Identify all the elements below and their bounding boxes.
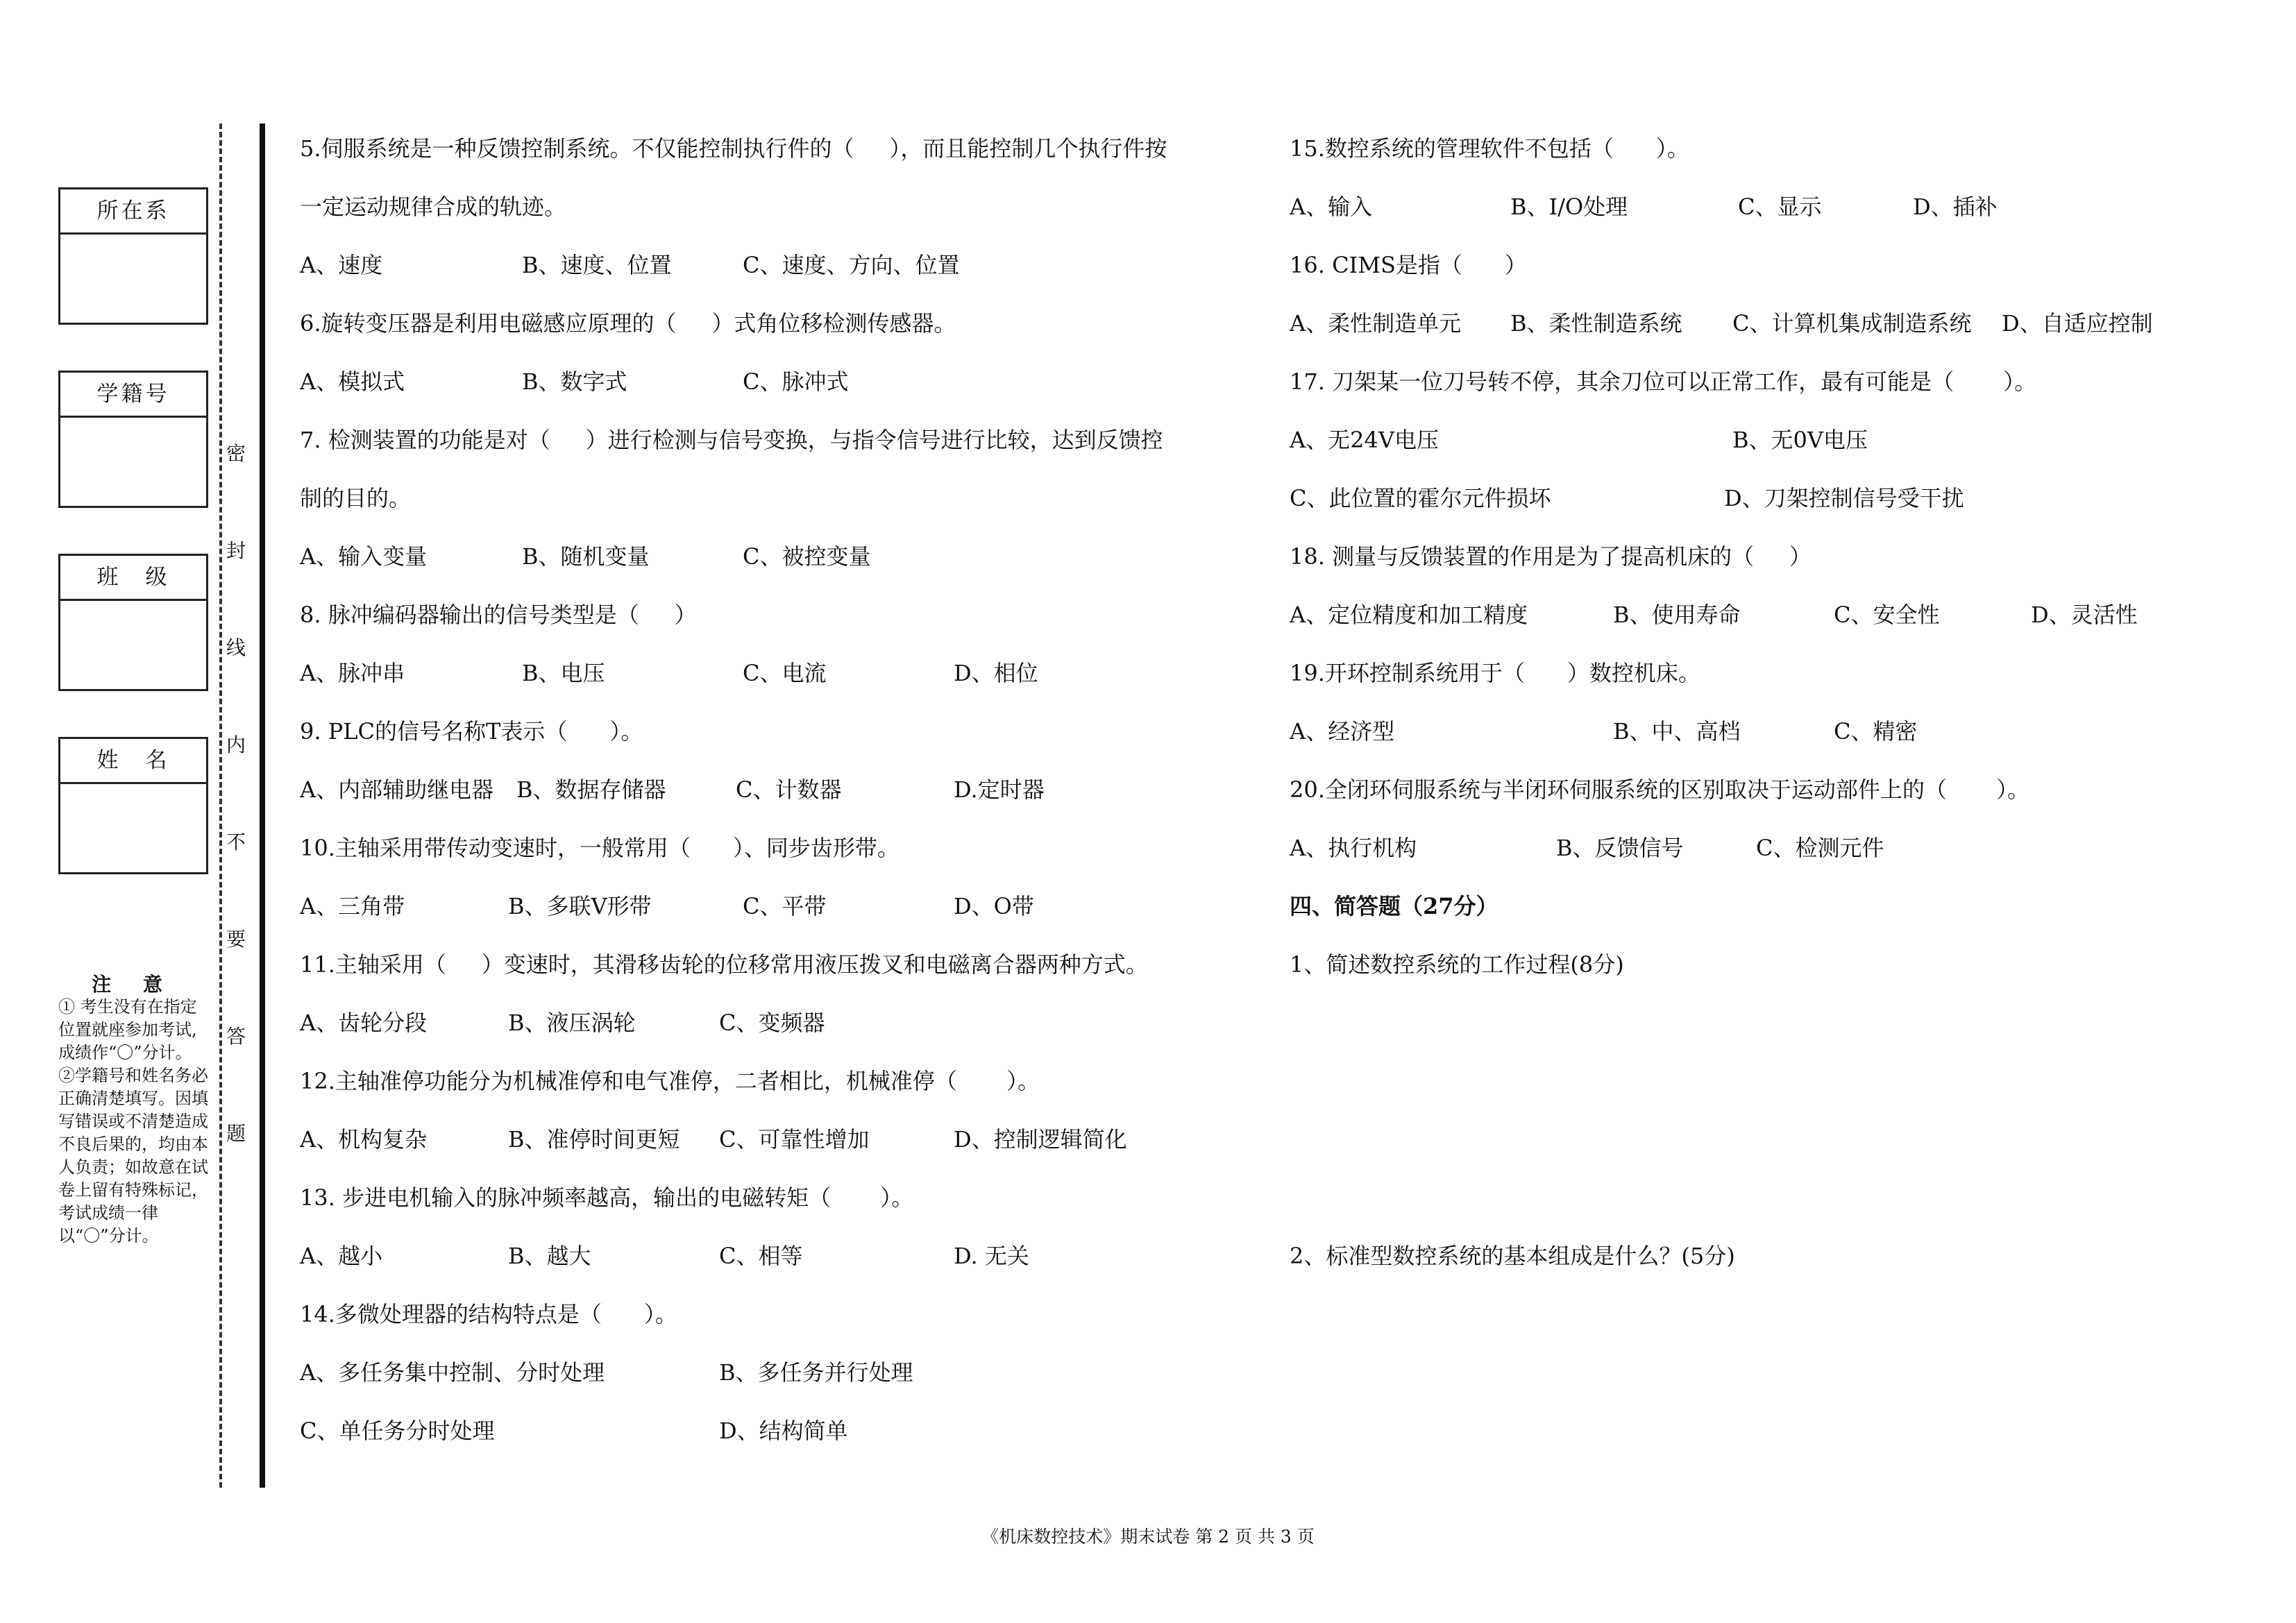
q19-option-c: C、精密 xyxy=(1834,718,1918,745)
q13-option-c: C、相等 xyxy=(719,1243,803,1269)
question-20: 20.全闭环伺服系统与半闭环伺服系统的区别取决于运动部件上的（ ）。 xyxy=(1290,776,2030,803)
q14-option-a: A、多任务集中控制、分时处理 xyxy=(300,1359,605,1386)
q11-option-c: C、变频器 xyxy=(719,1010,825,1036)
q10-option-b: B、多联V形带 xyxy=(508,893,652,919)
q20-option-b: B、反馈信号 xyxy=(1556,835,1684,861)
question-5-line1: 5.伺服系统是一种反馈控制系统。不仅能控制执行件的（ ），而且能控制几个执行件按 xyxy=(300,135,1167,162)
q15-option-d: D、插补 xyxy=(1913,194,1998,220)
question-17: 17. 刀架某一位刀号转不停，其余刀位可以正常工作，最有可能是（ ）。 xyxy=(1290,368,2037,395)
q19-option-b: B、中、高档 xyxy=(1613,718,1741,745)
question-7-line2: 制的目的。 xyxy=(300,485,412,511)
q8-option-c: C、电流 xyxy=(743,660,827,686)
q8-option-d: D、相位 xyxy=(954,660,1038,686)
seal-char: 题 xyxy=(226,1122,246,1145)
q7-option-c: C、被控变量 xyxy=(743,543,871,570)
q14-option-d: D、结构简单 xyxy=(719,1418,848,1444)
name-label: 姓 名 xyxy=(60,739,206,784)
student-id-label: 学籍号 xyxy=(60,373,206,418)
seal-char: 线 xyxy=(226,636,246,659)
q19-option-a: A、经济型 xyxy=(1290,718,1395,745)
class-label: 班 级 xyxy=(60,556,206,601)
department-field[interactable] xyxy=(60,235,206,323)
q16-option-c: C、计算机集成制造系统 xyxy=(1732,310,1972,337)
question-14: 14.多微处理器的结构特点是（ ）。 xyxy=(300,1301,677,1327)
q5-option-b: B、速度、位置 xyxy=(522,252,672,278)
notice-item-1: ① 考生没有在指定位置就座参加考试,成绩作“〇”分计。 xyxy=(58,997,197,1062)
seal-char: 答 xyxy=(226,1025,246,1048)
q6-option-b: B、数字式 xyxy=(522,368,627,395)
q12-option-a: A、机构复杂 xyxy=(300,1126,428,1153)
q8-option-a: A、脉冲串 xyxy=(300,660,405,686)
seal-dashed-line xyxy=(219,124,222,1488)
question-6: 6.旋转变压器是利用电磁感应原理的（ ）式角位移检测传感器。 xyxy=(300,310,956,337)
question-11: 11.主轴采用（ ）变速时，其滑移齿轮的位移常用液压拨叉和电磁离合器两种方式。 xyxy=(300,951,1148,978)
exam-notice xyxy=(58,973,208,1248)
q17-option-a: A、无24V电压 xyxy=(1290,427,1439,453)
q15-option-a: A、输入 xyxy=(1290,194,1373,220)
binding-bar xyxy=(260,124,265,1488)
q9-option-b: B、数据存储器 xyxy=(516,776,666,803)
q10-option-d: D、O带 xyxy=(954,893,1034,919)
question-9: 9. PLC的信号名称T表示（ ）。 xyxy=(300,718,643,745)
q10-option-a: A、三角带 xyxy=(300,893,405,919)
q9-option-a: A、内部辅助继电器 xyxy=(300,776,494,803)
q9-option-d: D.定时器 xyxy=(954,776,1045,803)
question-7-line1: 7. 检测装置的功能是对（ ）进行检测与信号变换，与指令信号进行比较，达到反馈控 xyxy=(300,427,1163,453)
question-8: 8. 脉冲编码器输出的信号类型是（ ） xyxy=(300,602,697,628)
notice-title: 注 意 xyxy=(92,973,175,996)
section-4-title: 四、简答题（27分） xyxy=(1290,893,1499,919)
student-id-box xyxy=(58,371,208,508)
q12-option-c: C、可靠性增加 xyxy=(719,1126,870,1153)
q20-option-c: C、检测元件 xyxy=(1756,835,1884,861)
q18-option-b: B、使用寿命 xyxy=(1613,602,1741,628)
q16-option-a: A、柔性制造单元 xyxy=(1290,310,1462,337)
q15-option-c: C、显示 xyxy=(1738,194,1822,220)
q6-option-a: A、模拟式 xyxy=(300,368,405,395)
q13-option-b: B、越大 xyxy=(508,1243,591,1269)
name-field[interactable] xyxy=(60,784,206,872)
question-13: 13. 步进电机输入的脉冲频率越高，输出的电磁转矩（ ）。 xyxy=(300,1184,914,1211)
q5-option-a: A、速度 xyxy=(300,252,383,278)
q18-option-c: C、安全性 xyxy=(1834,602,1940,628)
name-box xyxy=(58,737,208,874)
seal-char: 不 xyxy=(226,831,246,853)
q8-option-b: B、电压 xyxy=(522,660,605,686)
department-label: 所在系 xyxy=(60,189,206,235)
seal-char: 封 xyxy=(226,539,246,562)
short-answer-1: 1、简述数控系统的工作过程(8分) xyxy=(1290,951,1624,978)
q6-option-c: C、脉冲式 xyxy=(743,368,849,395)
q20-option-a: A、执行机构 xyxy=(1290,835,1417,861)
q17-option-b: B、无0V电压 xyxy=(1732,427,1868,453)
question-18: 18. 测量与反馈装置的作用是为了提高机床的（ ） xyxy=(1290,543,1812,570)
class-field[interactable] xyxy=(60,601,206,689)
q18-option-a: A、定位精度和加工精度 xyxy=(1290,602,1528,628)
q12-option-d: D、控制逻辑简化 xyxy=(954,1126,1127,1153)
q5-option-c: C、速度、方向、位置 xyxy=(743,252,960,278)
class-box xyxy=(58,554,208,691)
question-5-line2: 一定运动规律合成的轨迹。 xyxy=(300,194,567,220)
question-10: 10.主轴采用带传动变速时，一般常用（ ）、同步齿形带。 xyxy=(300,835,900,861)
q17-option-d: D、刀架控制信号受干扰 xyxy=(1724,485,1964,511)
department-box xyxy=(58,187,208,325)
q13-option-d: D. 无关 xyxy=(954,1243,1029,1269)
q10-option-c: C、平带 xyxy=(743,893,827,919)
q15-option-b: B、I/O处理 xyxy=(1510,194,1628,220)
q18-option-d: D、灵活性 xyxy=(2031,602,2138,628)
q14-option-c: C、单任务分时处理 xyxy=(300,1418,495,1444)
question-16: 16. CIMS是指（ ） xyxy=(1290,252,1527,278)
page-footer: 《机床数控技术》期末试卷 第 2 页 共 3 页 xyxy=(981,1527,1315,1547)
notice-item-2: ②学籍号和姓名务必正确清楚填写。因填写错误或不清楚造成不良后果的，均由本人负责；如故意在试卷上留有特殊标记，考试成绩一律以“〇”分计。 xyxy=(58,1066,208,1246)
q9-option-c: C、计数器 xyxy=(736,776,842,803)
seal-char: 密 xyxy=(226,442,246,465)
q11-option-a: A、齿轮分段 xyxy=(300,1010,428,1036)
question-19: 19.开环控制系统用于（ ）数控机床。 xyxy=(1290,660,1700,686)
student-id-field[interactable] xyxy=(60,418,206,506)
seal-char: 要 xyxy=(226,928,246,951)
q7-option-a: A、输入变量 xyxy=(300,543,428,570)
q16-option-b: B、柔性制造系统 xyxy=(1510,310,1682,337)
q16-option-d: D、自适应控制 xyxy=(2002,310,2153,337)
question-15: 15.数控系统的管理软件不包括（ ）。 xyxy=(1290,135,1689,162)
q7-option-b: B、随机变量 xyxy=(522,543,650,570)
q12-option-b: B、准停时间更短 xyxy=(508,1126,680,1153)
q14-option-b: B、多任务并行处理 xyxy=(719,1359,913,1386)
q11-option-b: B、液压涡轮 xyxy=(508,1010,636,1036)
q13-option-a: A、越小 xyxy=(300,1243,383,1269)
q17-option-c: C、此位置的霍尔元件损坏 xyxy=(1290,485,1551,511)
seal-char: 内 xyxy=(226,733,246,756)
question-12: 12.主轴准停功能分为机械准停和电气准停，二者相比，机械准停（ ）。 xyxy=(300,1068,1040,1094)
short-answer-2: 2、标准型数控系统的基本组成是什么？(5分) xyxy=(1290,1243,1735,1269)
